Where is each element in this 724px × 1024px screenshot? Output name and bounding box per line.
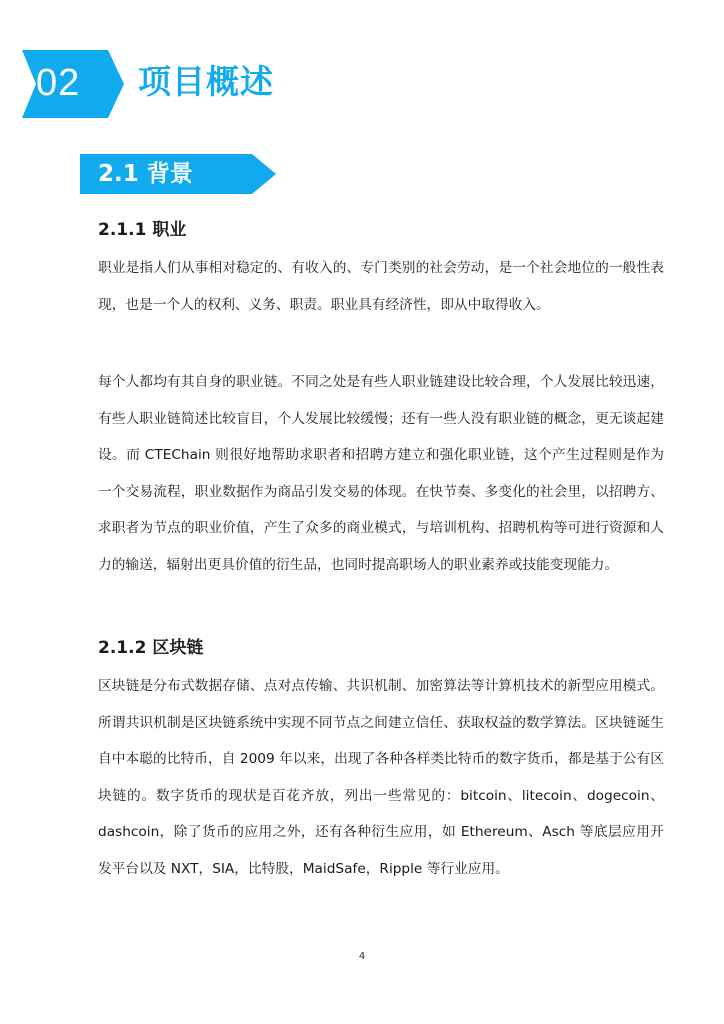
chapter-title: 项目概述 [138,62,274,101]
page-number: 4 [358,951,366,962]
subsection-title-career: 2.1.1 职业 [98,220,187,240]
subsection-title-blockchain: 2.1.2 区块链 [98,638,204,658]
chapter-number: 02 [36,62,81,104]
paragraph-career-chain: 每个人都均有其自身的职业链。不同之处是有些人职业链建设比较合理，个人发展比较迅速，有些人职业链简述比较盲目，个人发展比较缓慢；还有一些人没有职业链的概念，更无谈起建设。而 CTEChain 则很好地帮助求职者和招聘方建立和强化职业链，这个产生过程则是作为一个交易流程，职业数据作为商品引发交易的体现。在快节奏、多变化的社会里，以招聘方、求职者为节点的职业价值，产生了众多的商业模式，与培训机构、招聘机构等可进行资源和人力的输送，辐射出更具价值的衍生品，也同时提高职场人的职业素养或技能变现能力。 [98,374,664,573]
chapter-banner [0,50,130,118]
paragraph-blockchain: 区块链是分布式数据存储、点对点传输、共识机制、加密算法等计算机技术的新型应用模式。所谓共识机制是区块链系统中实现不同节点之间建立信任、获取权益的数学算法。区块链诞生自中本聪的比特币，自 2009 年以来，出现了各种各样类比特币的数字货币，都是基于公有区块链的。数字货币的现状是百花齐放，列出一些常见的：bitcoin、litecoin、dogecoin、dashcoin，除了货币的应用之外，还有各种衍生应用，如 Ethereum、Asch 等底层应用开发平台以及 NXT，SIA，比特股，MaidSafe，Ripple 等行业应用。 [98,678,664,877]
section-title: 2.1 背景 [98,161,193,187]
paragraph-career-definition: 职业是指人们从事相对稳定的、有收入的、专门类别的社会劳动，是一个社会地位的一般性表现，也是一个人的权利、义务、职责。职业具有经济性，即从中取得收入。 [98,260,664,313]
